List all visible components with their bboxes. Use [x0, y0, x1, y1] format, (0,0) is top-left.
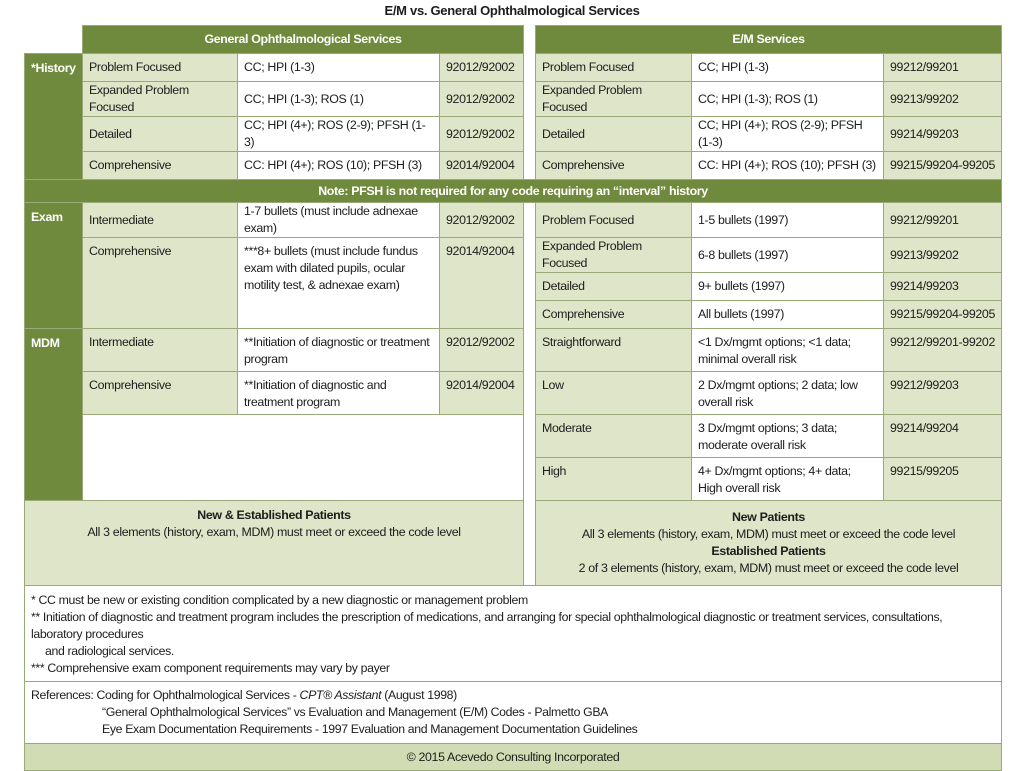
table-cell: 99212/99201	[884, 203, 1002, 238]
table-cell: CC; HPI (1-3)	[692, 54, 884, 82]
general-summary-text: All 3 elements (history, exam, MDM) must meet or exceed the code level	[87, 525, 461, 539]
new-patients-text: All 3 elements (history, exam, MDM) must meet or exceed the code level	[581, 527, 956, 541]
table-cell: <1 Dx/mgmt options; <1 data; minimal overall risk	[692, 329, 884, 372]
footnote-2: ** Initiation of diagnostic and treatment program includes the prescription of medications, and arranging for special ophthalmological diagnostic or treatment services, consultations, laboratory procedures	[31, 610, 943, 641]
table-cell: 92014/92004	[440, 152, 524, 180]
table-cell: Detailed	[83, 117, 238, 152]
new-patients-heading: New Patients	[732, 510, 805, 524]
reference-1-prefix: Coding for Ophthalmological Services -	[96, 688, 300, 702]
table-cell: CC; HPI (4+); ROS (2-9); PFSH (1-3)	[238, 117, 440, 152]
table-cell: 99212/99203	[884, 372, 1002, 415]
table-cell: CC; HPI (1-3)	[238, 54, 440, 82]
table-cell: Moderate	[536, 415, 692, 458]
table-cell: 99215/99204-99205	[884, 301, 1002, 329]
column-gap	[524, 152, 536, 180]
table-cell: Problem Focused	[536, 54, 692, 82]
table-cell: Comprehensive	[536, 301, 692, 329]
table-cell: CC; HPI (1-3); ROS (1)	[692, 82, 884, 117]
table-cell: 92012/92002	[440, 82, 524, 117]
table-cell: **Initiation of diagnostic or treatment program	[238, 329, 440, 372]
table-cell: 99214/99203	[884, 273, 1002, 301]
table-cell: **Initiation of diagnostic and treatment program	[238, 372, 440, 415]
pfsh-note: Note: PFSH is not required for any code requiring an “interval” history	[25, 180, 1002, 203]
table-cell: 6-8 bullets (1997)	[692, 238, 884, 273]
table-cell: CC; HPI (1-3); ROS (1)	[238, 82, 440, 117]
reference-1-suffix: (August 1998)	[381, 688, 457, 702]
table-cell: 99215/99205	[884, 458, 1002, 501]
table-cell: Problem Focused	[83, 54, 238, 82]
em-services-header: E/M Services	[536, 26, 1002, 54]
table-cell: 4+ Dx/mgmt options; 4+ data; High overall risk	[692, 458, 884, 501]
table-cell: Comprehensive	[83, 238, 238, 329]
table-cell: CC: HPI (4+); ROS (10); PFSH (3)	[692, 152, 884, 180]
table-cell: Intermediate	[83, 203, 238, 238]
table-cell: Expanded Problem Focused	[83, 82, 238, 117]
reference-2: “General Ophthalmological Services” vs Evaluation and Management (E/M) Codes - Palmetto GBA	[102, 705, 609, 719]
table-cell: 99214/99203	[884, 117, 1002, 152]
table-cell: Straightforward	[536, 329, 692, 372]
table-cell: 99214/99204	[884, 415, 1002, 458]
table-cell: 2 Dx/mgmt options; 2 data; low overall risk	[692, 372, 884, 415]
general-summary	[25, 501, 524, 586]
column-gap	[524, 117, 536, 152]
table-cell: 99212/99201	[884, 54, 1002, 82]
table-cell: 92014/92004	[440, 238, 524, 329]
table-cell: 1-5 bullets (1997)	[692, 203, 884, 238]
table-cell: All bullets (1997)	[692, 301, 884, 329]
footnote-2-continued: and radiological services.	[45, 644, 174, 658]
reference-1	[31, 687, 995, 704]
references-label: References:	[31, 688, 94, 702]
table-cell: CC: HPI (4+); ROS (10); PFSH (3)	[238, 152, 440, 180]
table-cell: 3 Dx/mgmt options; 3 data; moderate overall risk	[692, 415, 884, 458]
page-title: E/M vs. General Ophthalmological Services	[384, 3, 640, 18]
column-gap	[524, 238, 536, 273]
exam-section-label: Exam	[25, 203, 83, 329]
established-patients-text: 2 of 3 elements (history, exam, MDM) must meet or exceed the code level	[578, 561, 959, 575]
table-cell: 1-7 bullets (must include adnexae exam)	[238, 203, 440, 238]
table-cell: Low	[536, 372, 692, 415]
table-cell: Detailed	[536, 273, 692, 301]
established-patients-heading: Established Patients	[711, 544, 826, 558]
column-gap	[524, 415, 536, 458]
history-section-label: *History	[25, 54, 83, 180]
copyright: © 2015 Acevedo Consulting Incorporated	[25, 744, 1002, 771]
table-cell: 92014/92004	[440, 372, 524, 415]
table-cell: 99212/99201-99202	[884, 329, 1002, 372]
table-cell: 9+ bullets (1997)	[692, 273, 884, 301]
table-cell: CC; HPI (4+); ROS (2-9); PFSH (1-3)	[692, 117, 884, 152]
table-cell: Comprehensive	[536, 152, 692, 180]
column-gap	[524, 458, 536, 501]
column-gap	[524, 26, 536, 54]
references	[25, 682, 1002, 744]
em-summary	[536, 501, 1002, 586]
column-gap	[524, 329, 536, 372]
table-cell: Problem Focused	[536, 203, 692, 238]
reference-3: Eye Exam Documentation Requirements - 1997 Evaluation and Management Documentation Guidelines	[102, 722, 638, 736]
table-cell: 99213/99202	[884, 82, 1002, 117]
table-cell: Expanded Problem Focused	[536, 82, 692, 117]
mdm-section-label: MDM	[25, 329, 83, 501]
table-cell: Expanded Problem Focused	[536, 238, 692, 273]
table-cell: 99215/99204-99205	[884, 152, 1002, 180]
table-cell: ***8+ bullets (must include fundus exam with dilated pupils, ocular motility test, & adnexae exam)	[238, 238, 440, 329]
footnotes	[25, 586, 1002, 682]
column-gap	[524, 54, 536, 82]
table-cell: High	[536, 458, 692, 501]
column-gap	[524, 82, 536, 117]
table-cell: 92012/92002	[440, 329, 524, 372]
empty-area	[83, 415, 524, 501]
general-summary-heading: New & Established Patients	[197, 508, 351, 522]
general-services-header: General Ophthalmological Services	[83, 26, 524, 54]
table-cell: 99213/99202	[884, 238, 1002, 273]
column-gap	[524, 372, 536, 415]
table-cell: Comprehensive	[83, 152, 238, 180]
table-cell: 92012/92002	[440, 54, 524, 82]
table-cell: 92012/92002	[440, 203, 524, 238]
table-cell: Comprehensive	[83, 372, 238, 415]
column-gap	[524, 501, 536, 586]
column-gap	[524, 273, 536, 301]
footnote-3: *** Comprehensive exam component requirements may vary by payer	[31, 661, 390, 675]
table-cell: Detailed	[536, 117, 692, 152]
column-gap	[524, 203, 536, 238]
column-gap	[524, 301, 536, 329]
footnote-1: * CC must be new or existing condition complicated by a new diagnostic or management problem	[31, 593, 528, 607]
corner-cell	[25, 26, 83, 54]
table-cell: Intermediate	[83, 329, 238, 372]
table-cell: 92012/92002	[440, 117, 524, 152]
reference-1-italic: CPT® Assistant	[299, 688, 382, 702]
comparison-table	[24, 25, 1002, 771]
